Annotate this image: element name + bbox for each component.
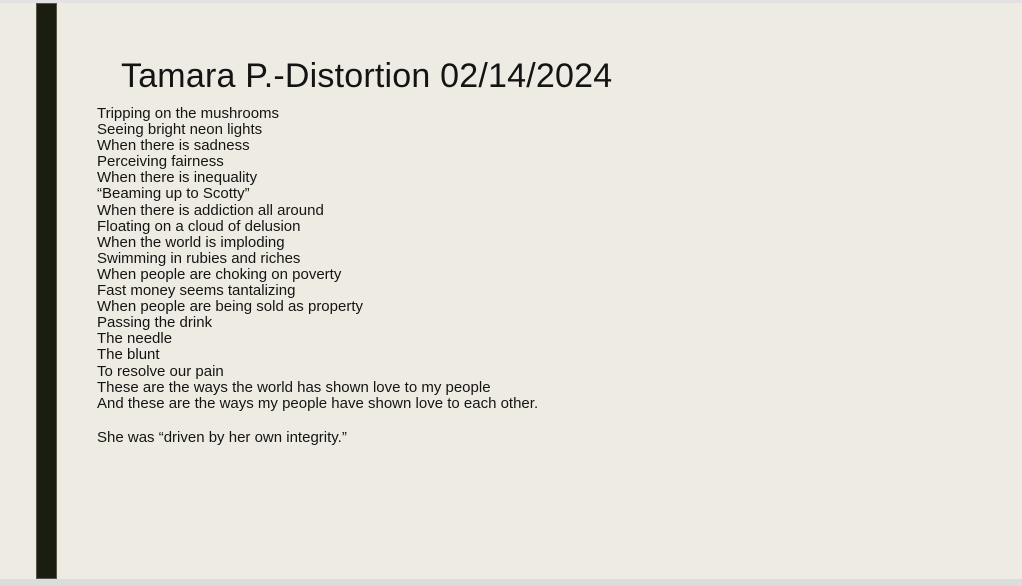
poem-line: Floating on a cloud of delusion [97, 217, 301, 235]
poem-line: Perceiving fairness [97, 153, 224, 171]
poem-line: When the world is imploding [97, 233, 285, 251]
poem-line: The blunt [97, 346, 160, 364]
closing-line: She was “driven by her own integrity.” [97, 429, 347, 446]
poem-text-block [97, 106, 538, 412]
poem-line: The needle [97, 330, 173, 348]
poem-line: Fast money seems tantalizing [97, 282, 296, 300]
poem-line: And these are the ways my people have shown love to each other. [97, 394, 539, 412]
poem-line: Seeing bright neon lights [97, 121, 263, 139]
poem-line: “Beaming up to Scotty” [97, 185, 250, 203]
poem-line: Swimming in rubies and riches [97, 249, 301, 267]
poem-line: When there is sadness [97, 137, 250, 155]
poem-line: When people are choking on poverty [97, 265, 342, 283]
poem-line: Passing the drink [97, 314, 213, 332]
poem-line: These are the ways the world has shown love to my people [97, 378, 491, 396]
poem-line: To resolve our pain [97, 362, 224, 380]
top-frame-strip [0, 0, 1022, 3]
bottom-frame-strip [0, 579, 1022, 586]
slide-title: Tamara P.-Distortion 02/14/2024 [121, 57, 613, 95]
poem-line: Tripping on the mushrooms [97, 105, 280, 122]
accent-bar [36, 3, 57, 579]
poem-line: When people are being sold as property [97, 298, 364, 316]
poem-line: When there is inequality [97, 169, 258, 187]
poem-line: When there is addiction all around [97, 201, 324, 219]
